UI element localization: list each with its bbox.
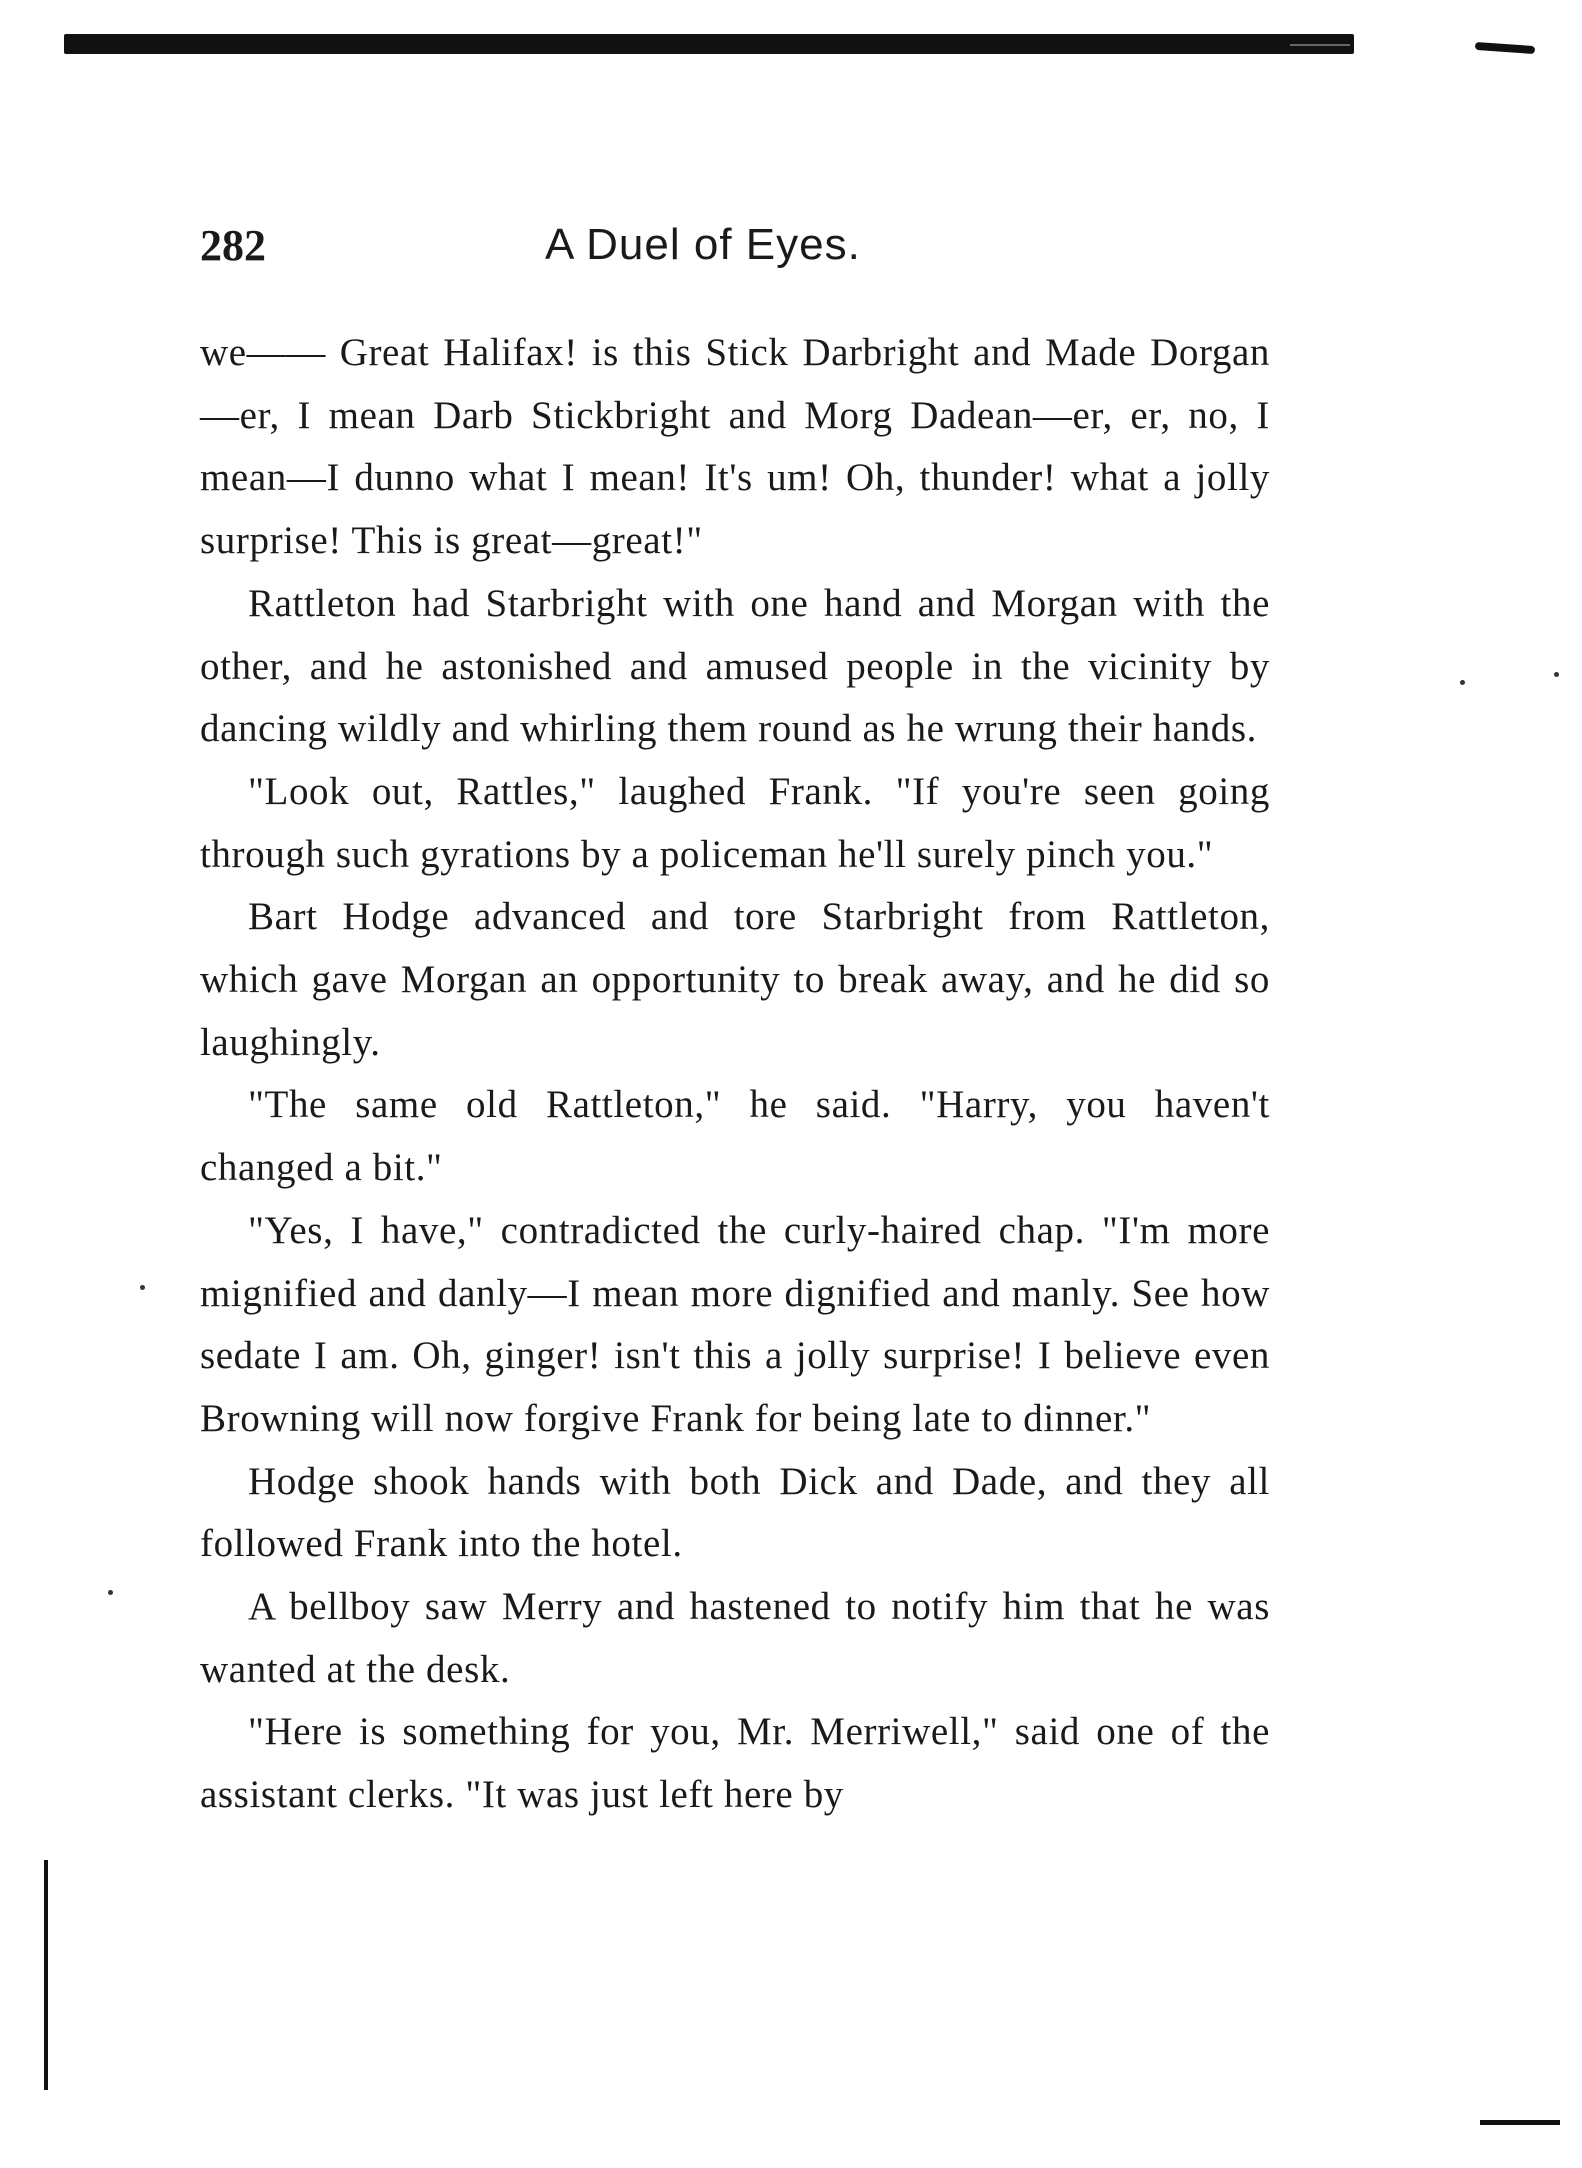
paragraph: Rattleton had Starbright with one hand and Morgan with the other, and he astonished and amused people in the vicinity by dancing wildly and whirling them round as he wrung their hands. bbox=[200, 581, 1270, 751]
running-title: A Duel of Eyes. bbox=[545, 220, 861, 269]
page-header bbox=[200, 220, 1270, 300]
paragraph: "Yes, I have," contradicted the curly-haired chap. "I'm more mignified and danly—I mean more dignified and manly. See how sedate I am. Oh, ginger! isn't this a jolly surprise! I believe even Browning will now forgive Frank for being late to dinner." bbox=[200, 1208, 1270, 1440]
paragraph: "Look out, Rattles," laughed Frank. "If you're seen going through such gyrations by a policeman he'll surely pinch you." bbox=[200, 769, 1270, 876]
scan-speck bbox=[108, 1590, 113, 1595]
scan-edge-mark bbox=[1475, 42, 1535, 54]
scan-speck bbox=[1554, 672, 1559, 677]
paragraph: "Here is something for you, Mr. Merriwell," said one of the assistant clerks. "It was just left here by bbox=[200, 1710, 1270, 1817]
top-border-rule-tail bbox=[1290, 44, 1350, 46]
paragraph: we—— Great Halifax! is this Stick Darbright and Made Dorgan—er, I mean Darb Stickbright and Morg Dadean—er, er, no, I mean—I dunno what I mean! It's um! Oh, thunder! what a jolly surprise! This is great—great!" bbox=[200, 331, 1270, 563]
body-text bbox=[200, 322, 1270, 1827]
paragraph: Hodge shook hands with both Dick and Dade, and they all followed Frank into the hotel. bbox=[200, 1459, 1270, 1566]
scan-edge-mark bbox=[1480, 2120, 1560, 2125]
page-number: 282 bbox=[200, 221, 266, 270]
paragraph: Bart Hodge advanced and tore Starbright from Rattleton, which gave Morgan an opportunity to break away, and he did so laughingly. bbox=[200, 895, 1270, 1064]
paragraph: "The same old Rattleton," he said. "Harry, you haven't changed a bit." bbox=[200, 1083, 1270, 1190]
scan-speck bbox=[1460, 680, 1465, 685]
scan-edge-mark bbox=[44, 1860, 48, 2090]
top-border-rule bbox=[64, 34, 1354, 54]
paragraph: A bellboy saw Merry and hastened to notify him that he was wanted at the desk. bbox=[200, 1585, 1270, 1691]
scan-speck bbox=[140, 1285, 145, 1290]
